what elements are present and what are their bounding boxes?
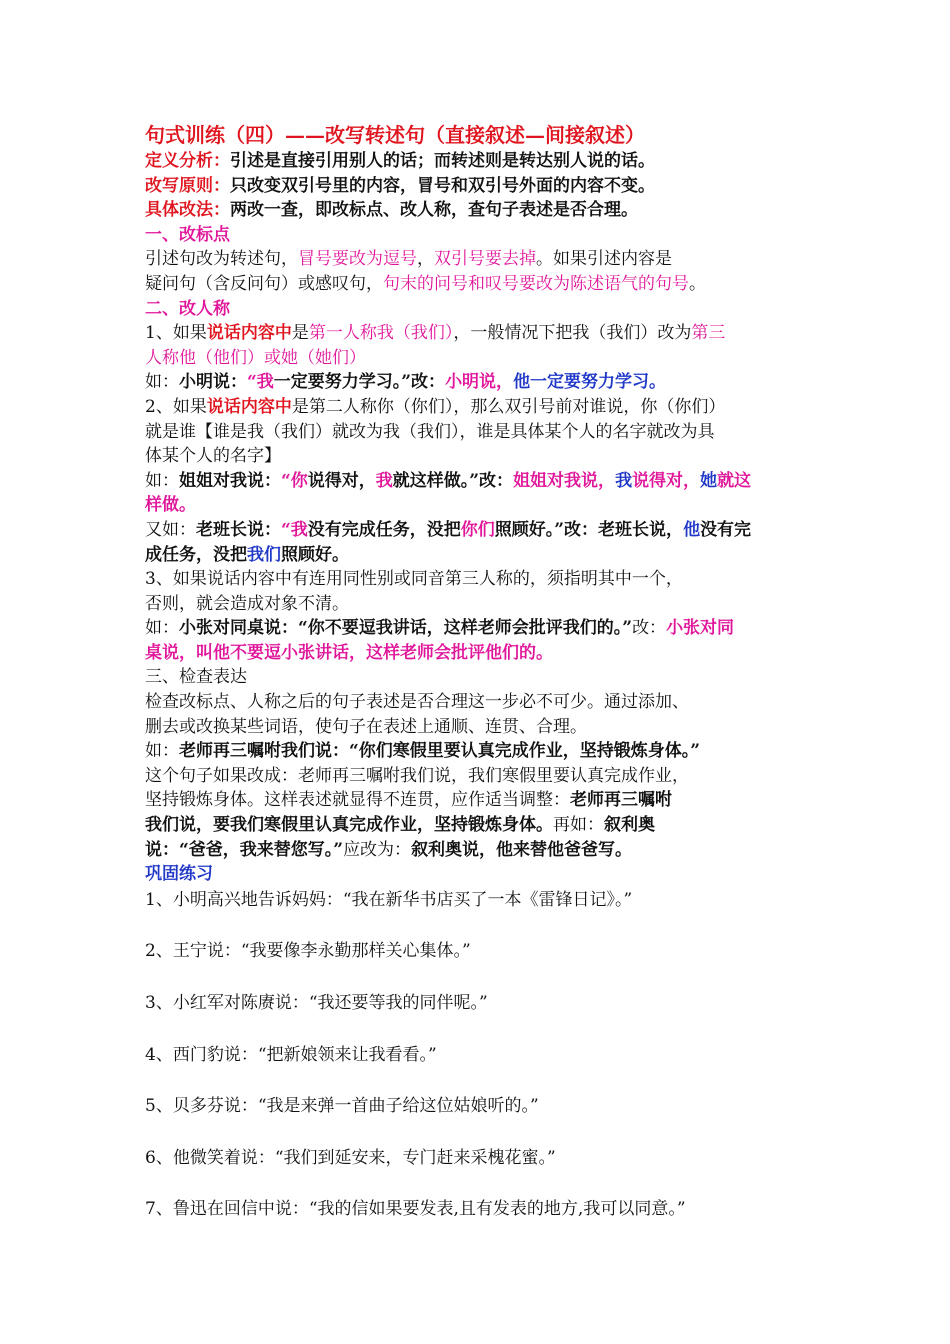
text-run: 老班长说： — [196, 519, 281, 540]
text-run: 改： — [632, 618, 667, 639]
rule2-line3: 体某个人的名字】 — [145, 446, 281, 467]
definition-line — [145, 149, 815, 174]
rule3-line1: 3、如果说话内容中有连用同性别或同音第三人称的，须指明其中一个， — [145, 569, 683, 590]
highlight-run: 说话内容中 — [206, 396, 292, 417]
text-run: 老师再三嘱咐我们说：“你们寒假里要认真完成作业，坚持锻炼身体。” — [179, 741, 701, 762]
text-run: 成任务，没把 — [145, 544, 247, 565]
text-run: 说得对， — [307, 470, 376, 491]
highlight-run: “我 — [281, 519, 308, 540]
method-label: 具体改法： — [145, 200, 230, 221]
text-run: 叙利奥说，他来替他爸爸写。 — [411, 839, 633, 860]
text-run: 引述句改为转述句， — [145, 249, 298, 270]
highlight-run: 说话内容中 — [206, 323, 292, 344]
text-run: 姐姐对我说： — [179, 470, 281, 491]
principle-line — [145, 174, 815, 199]
practice-item: 5、贝多芬说：“我是来弹一首曲子给这位姑娘听的。” — [145, 1096, 539, 1117]
text-run: 如： — [145, 618, 179, 639]
section-heading-punctuation: 一、改标点 — [145, 224, 230, 245]
highlight-run: 你们 — [460, 519, 495, 540]
section-heading-person: 二、改人称 — [145, 298, 230, 319]
principle-label: 改写原则： — [145, 175, 230, 196]
text-run: 是 — [291, 323, 309, 344]
text-run: 。如果引述内容是 — [536, 249, 672, 270]
highlight-run: 冒号要改为逗号 — [298, 249, 417, 270]
text-run: 又如： — [145, 519, 196, 540]
section3-line3: 这个句子如果改成：老师再三嘱咐我们说，我们寒假里要认真完成作业， — [145, 765, 689, 786]
highlight-run: 说得对， — [632, 470, 701, 491]
practice-item: 1、小明高兴地告诉妈妈：“我在新华书店买了一本《雷锋日记》。” — [145, 889, 633, 910]
definition-text: 引述是直接引用别人的话；而转述则是转达别人说的话。 — [230, 151, 655, 171]
example3-line1 — [145, 518, 815, 543]
section-heading-check: 三、检查表达 — [145, 667, 247, 688]
text-run: 如： — [145, 470, 179, 491]
text-run: 是第二人称你（你们），那么双引号前对谁说，你（你们） — [291, 396, 726, 417]
text-run: 没有完 — [700, 519, 752, 540]
example4-line2: 桌说，叫他不要逗小张讲话，这样老师会批评他们的。 — [145, 642, 553, 663]
section3-line4 — [145, 788, 815, 813]
highlight-run: 句末的问号和叹号要改为陈述语气的句号 — [383, 273, 689, 294]
text-run: 叙利奥 — [604, 815, 655, 836]
practice-item: 6、他微笑着说：“我们到延安来，专门赶来采槐花蜜。” — [145, 1147, 556, 1168]
highlight-run: 第三 — [691, 323, 726, 344]
highlight-run: 第一人称我（我们） — [308, 323, 454, 344]
text-run: 2、如果 — [145, 396, 207, 417]
page-title: 句式训练（四）——改写转述句（直接叙述—间接叙述） — [145, 123, 645, 147]
highlight-run: “你 — [281, 470, 308, 491]
section3-line2: 删去或改换某些词语，使句子在表述上通顺、连贯、合理。 — [145, 716, 587, 737]
highlight-run: 小张对同 — [666, 618, 735, 639]
rule3-line2: 否则，就会造成对象不清。 — [145, 593, 349, 614]
text-run: ， — [417, 249, 434, 270]
rule1-line2: 人称他（他们）或她（她们） — [145, 347, 366, 368]
document-page — [145, 122, 815, 1248]
text-run: 小明说： — [179, 372, 247, 393]
section3-example — [145, 739, 815, 764]
section1-line1 — [145, 247, 815, 272]
highlight-run: 他 — [683, 519, 701, 540]
rule2-line2: 就是谁【谁是我（我们）就改为我（我们），谁是具体某个人的名字就改为具 — [145, 421, 715, 442]
example2-line2: 样做。 — [145, 495, 196, 516]
practice-list — [145, 887, 815, 1223]
highlight-run: 小明说， — [445, 372, 514, 393]
example3-line2 — [145, 543, 815, 568]
principle-text: 只改变双引号里的内容，冒号和双引号外面的内容不变。 — [230, 175, 655, 196]
highlight-run: 姐姐对我说， — [513, 470, 616, 491]
text-run: 再如： — [553, 815, 604, 836]
highlight-run: 双引号要去掉 — [434, 249, 536, 270]
section1-line2 — [145, 272, 815, 297]
example1-line — [145, 370, 815, 395]
text-run: 就这样做。”改： — [392, 470, 514, 491]
text-run: 没有完成任务，没把 — [307, 519, 461, 540]
practice-item: 7、鲁迅在回信中说：“我的信如果要发表,且有发表的地方,我可以同意。” — [145, 1199, 686, 1220]
text-run: 老师再三嘱咐 — [570, 790, 672, 811]
text-run: 照顾好。 — [281, 544, 349, 565]
text-run: 。 — [689, 273, 706, 294]
text-run: 小张对同桌说：“你不要逗我讲话，这样老师会批评我们的。” — [179, 618, 633, 639]
method-text: 两改一查，即改标点、改人称，查句子表述是否合理。 — [230, 200, 638, 221]
text-run: 照顾好。”改：老班长说， — [494, 519, 684, 540]
rule2-line1 — [145, 395, 815, 420]
practice-item: 4、西门豹说：“把新娘领来让我看看。” — [145, 1044, 437, 1065]
text-run: ，一般情况下把我（我们）改为 — [453, 323, 692, 344]
text-run: 说：“爸爸，我来替您写。” — [145, 839, 344, 860]
highlight-run: 他一定要努力学习。 — [513, 372, 667, 393]
highlight-run: 我们 — [247, 544, 281, 565]
section3-line5 — [145, 813, 815, 838]
text-run: 我们说，要我们寒假里认真完成作业，坚持锻炼身体。 — [145, 815, 553, 836]
section3-line1: 检查改标点、人称之后的句子表述是否合理这一步必不可少。通过添加、 — [145, 692, 689, 713]
text-run: 1、如果 — [145, 323, 207, 344]
rule1-line1 — [145, 321, 815, 346]
highlight-run: 我 — [375, 470, 393, 491]
method-line — [145, 198, 815, 223]
practice-heading: 巩固练习 — [145, 864, 213, 885]
highlight-run: “我 — [247, 372, 274, 393]
example4-line1 — [145, 616, 815, 641]
text-run: 如： — [145, 741, 179, 762]
text-run: 疑问句（含反问句）或感叹句， — [145, 273, 383, 294]
text-run: 一定要努力学习。”改： — [273, 372, 446, 393]
practice-item: 2、王宁说：“我要像李永勤那样关心集体。” — [145, 941, 471, 962]
text-run: 坚持锻炼身体。这样表述就显得不连贯，应作适当调整： — [145, 790, 570, 811]
text-run: 如： — [145, 372, 179, 393]
example2-line1 — [145, 469, 815, 494]
text-run: 应改为： — [343, 839, 412, 860]
section3-line6 — [145, 838, 815, 863]
highlight-run: 就这 — [717, 470, 752, 491]
practice-item: 3、小红军对陈赓说：“我还要等我的同伴呢。” — [145, 993, 488, 1013]
highlight-run: 她 — [700, 470, 718, 491]
highlight-run: 我 — [615, 470, 633, 491]
definition-label: 定义分析： — [145, 151, 230, 171]
